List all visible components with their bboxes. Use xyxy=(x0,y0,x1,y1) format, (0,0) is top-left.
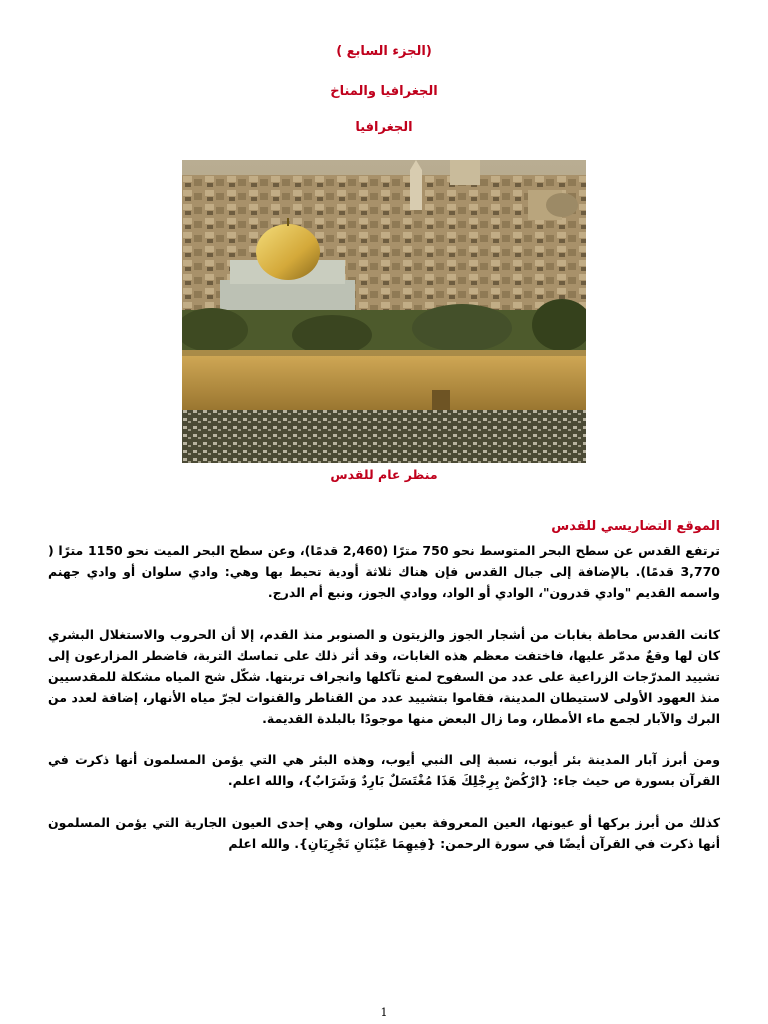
photo-caption: منظر عام للقدس xyxy=(330,467,438,482)
silwan-spring-paragraph: كذلك من أبرز بركها أو عيونها، العين المعروفة بعين سلوان، وهي إحدى العيون الجارية التي يؤمن المسلمون أنها ذكرت في القرآن أيضًا في سورة الرحمن: {فِيهِمَا عَيْنَانِ تَجْرِيَانِ}. والله اعلم xyxy=(48,815,720,851)
location-paragraph: ترتفع القدس عن سطح البحر المتوسط نحو 750 مترًا (2,460 قدمًا)، وعن سطح البحر الميت نحو 1150 مترًا ( 3,770 قدمًا). بالإضافة إلى جبال القدس فإن هناك ثلاثة أودية تحيط بها وهي: وادي سلوان أو وادي جهنم واسمه القديم "وادي قدرون"، الوادي أو الواد، ووادي الجوز، ونبع أم الدرج. xyxy=(48,543,720,600)
job-well-paragraph: ومن أبرز آبار المدينة بئر أيوب، نسبة إلى النبي أيوب، وهذه البئر هي التي يؤمن المسلمون أنها ذكرت في القرآن بسورة ص حيث جاء: {ارْكُضْ بِرِجْلِكَ هَذَا مُغْتَسَلٌ بَارِدٌ وَشَرَابٌ}، والله اعلم. xyxy=(48,752,720,788)
chapter-heading: الجغرافيا والمناخ xyxy=(330,84,438,99)
location-title: الموقع التضاريسي للقدس xyxy=(551,519,720,534)
part-heading: (الجزء السابع ) xyxy=(336,44,432,59)
jerusalem-photo xyxy=(182,160,586,463)
forests-water-paragraph: كانت القدس محاطة بغابات من أشجار الجوز والزيتون و الصنوبر منذ القدم، إلا أن الحروب والاستغلال البشري كان لها وقعٌ مدمّر عليها، فاختفت معظم هذه الغابات، وقد أثر ذلك على تماسك التربة، فاضطر المزارعون إلى تشييد المدرّجات الزراعية على عدد من السفوح لمنع تآكلها وانجراف تربتها. شكّل شح المياه مشكلة للمقدسيين منذ العهود الأولى لاستيطان المدينة، فقاموا بتشييد عدد من القناطر والقنوات لجرّ مياه الأنهار، إضافة لعدد من البرك والآبار لجمع ماء الأمطار، وما زال البعض منها موجودًا بالبلدة القديمة. xyxy=(48,627,720,726)
page-number: 1 xyxy=(380,1006,388,1019)
section-heading: الجغرافيا xyxy=(355,120,413,135)
